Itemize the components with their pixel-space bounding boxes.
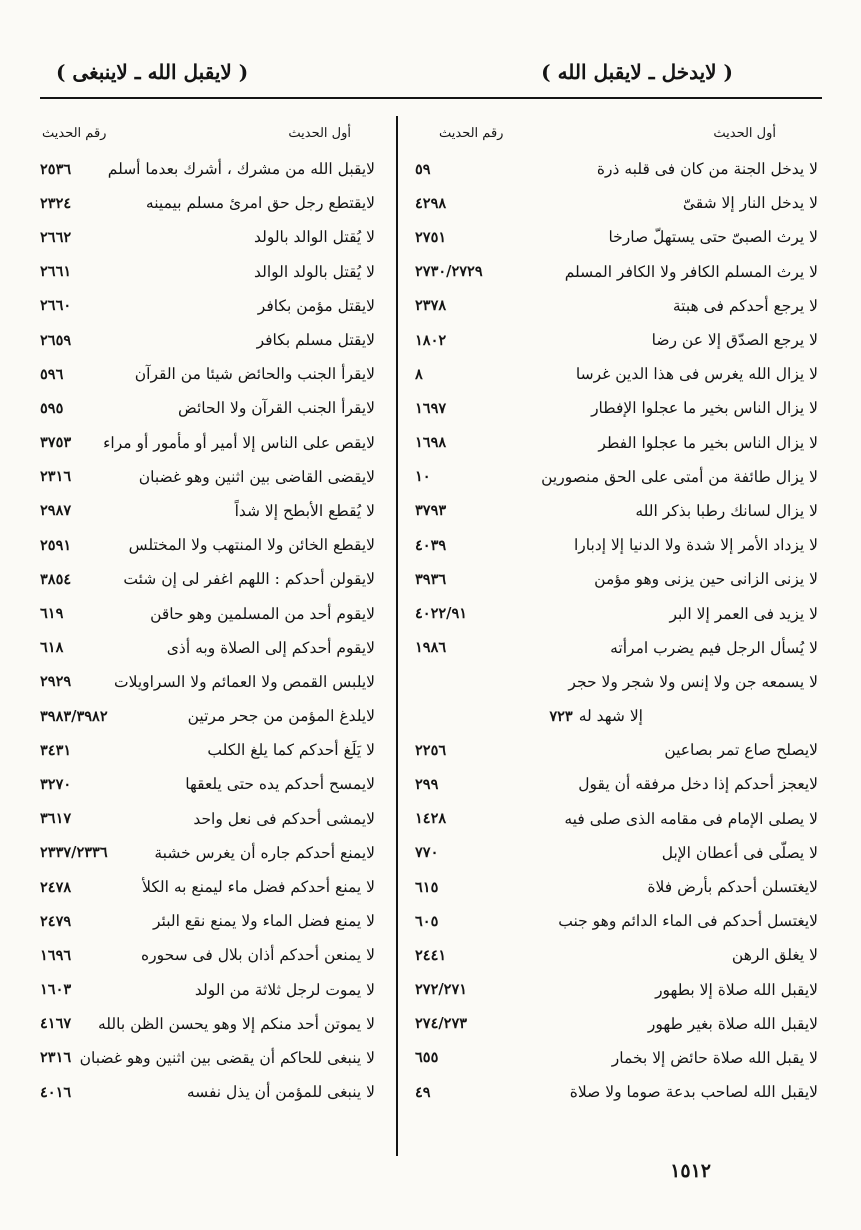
list-item [40,596,385,630]
list-item [40,665,385,699]
hadith-number: ٥٩٦ [40,365,64,383]
hadith-number: ٦١٨ [40,639,64,657]
left-column [40,118,385,1109]
hadith-number: ٥٩ [415,160,431,178]
hadith-text: لايقوم أحدكم إلى الصلاة وبه أذى [166,638,375,657]
hadith-text: لا ينبغى للحاكم أن يقضى بين اثنين وهو غضبان [79,1048,375,1067]
list-item [40,323,385,357]
hadith-text: لايقتطع رجل حق امرئ مسلم بيمينه [145,194,375,213]
hadith-text: لايقبل الله صلاة إلا بطهور [655,980,818,999]
list-item [40,255,385,289]
hadith-text: لا يرجع أحدكم فى هبتة [672,296,818,315]
right-column-rows [403,152,822,1109]
column-divider [396,116,398,1156]
list-item [40,1007,385,1041]
hadith-number: ٢٤٧٩ [40,912,72,930]
hadith-text: لايغتسل أحدكم فى الماء الدائم وهو جنب [558,912,818,931]
list-item [40,904,385,938]
hadith-number: ٢٤٧٨ [40,878,72,896]
list-item [403,220,822,254]
hadith-text: لا يَلَغ أحدكم كما يلغ الكلب [207,741,375,760]
hadith-number: ٤٠٢٢/٩١ [415,605,468,623]
hadith-number: ٦١٥ [415,878,439,896]
list-item [403,323,822,357]
hadith-text: لا يموتن أحد منكم إلا وهو يحسن الظن بالله [97,1014,375,1033]
list-item [40,220,385,254]
hadith-number: ٢٣٢٤ [40,194,72,212]
hadith-text: لايغتسلن أحدكم بأرض فلاة [647,878,818,897]
hadith-text: لايلدغ المؤمن من جحر مرتين [187,707,375,726]
hadith-text: لا يرث المسلم الكافر ولا الكافر المسلم [564,262,818,281]
hadith-number: ١٤٢٨ [415,810,447,828]
hadith-number: ١٨٠٢ [415,331,447,349]
hadith-text: لا يُقطع الأبطح إلا شداً [234,501,375,520]
hadith-number: ٣٧٥٣ [40,434,72,452]
hadith-number: ١٦٩٧ [415,399,447,417]
hadith-number: ٨ [415,365,423,383]
list-item [403,357,822,391]
list-item [40,836,385,870]
hadith-number: ٢٧٤/٢٧٣ [415,1015,468,1033]
hadith-text: لايقضى القاضى بين اثنين وهو غضبان [138,467,375,486]
hadith-text: لا يمنع فضل الماء ولا يمنع نقع البئر [153,912,375,931]
hadith-number: ٣٢٧٠ [40,775,72,793]
left-column-header [40,118,385,152]
list-item [403,152,822,186]
hadith-text: لا يزال لسانك رطبا بذكر الله [635,501,818,520]
hadith-number: ١٩٨٦ [415,639,447,657]
list-item [403,973,822,1007]
list-item [403,460,822,494]
hadith-number: ٥٩٥ [40,399,64,417]
right-column [403,118,822,1109]
hadith-text: لايمشى أحدكم فى نعل واحد [193,809,375,828]
hadith-text: لايصلح صاع تمر بصاعين [664,741,818,760]
list-item [403,1075,822,1109]
hadith-number: ٦٠٥ [415,912,439,930]
hadith-text: لا يدخل الجنة من كان فى قلبه ذرة [596,160,818,179]
list-item [403,596,822,630]
list-item [40,562,385,596]
hadith-text: لا يمنع أحدكم فضل ماء ليمنع به الكلأ [142,878,375,897]
hadith-number: ٢٧٣٠/٢٧٢٩ [415,263,483,281]
hadith-number: ٢٦٦٠ [40,297,72,315]
list-item [40,802,385,836]
hadith-number: ٢٧٥١ [415,228,447,246]
list-item [40,152,385,186]
running-header-left: ( لايقبل الله ـ لاينبغى ) [56,60,249,84]
list-item [403,1007,822,1041]
hadith-text: لا يُقتل الوالد بالولد [253,228,375,247]
hadith-text: لايقرأ الجنب والحائض شيئا من القرآن [134,365,375,384]
header-rule [40,97,822,99]
hadith-text: لا يُقتل بالولد الوالد [253,262,375,281]
list-item [40,631,385,665]
hadith-text: لا يصلى الإمام فى مقامه الذى صلى فيه [564,809,818,828]
list-item [40,528,385,562]
hadith-text: لا يصلّى فى أعطان الإبل [661,843,818,862]
list-item [403,1041,822,1075]
list-item [40,289,385,323]
list-item [403,938,822,972]
list-item [40,938,385,972]
hadith-text: لا يدخل النار إلا شقىّ [682,194,818,213]
hadith-number: ٤٢٩٨ [415,194,447,212]
hadith-number: ٢٩٢٩ [40,673,72,691]
column-heading-text: أول الحديث [288,126,351,141]
hadith-text: لايقص على الناس إلا أمير أو مأمور أو مراء [103,433,375,452]
hadith-text: لايقرأ الجنب القرآن ولا الحائض [178,399,375,418]
list-item [403,289,822,323]
hadith-text: لا يقبل الله صلاة حائض إلا بخمار [611,1048,818,1067]
hadith-text: لا يزداد الأمر إلا شدة ولا الدنيا إلا إدبارا [573,536,818,555]
hadith-text: لايقبل الله صلاة بغير طهور [647,1014,818,1033]
hadith-number: ٢٦٥٩ [40,331,72,349]
hadith-text: لا يزال الله يغرس فى هذا الدين غرسا [575,365,818,384]
list-item [40,460,385,494]
hadith-text: لا يرجع الصدّق إلا عن رضا [651,331,818,350]
list-item [403,186,822,220]
hadith-number: ٣٤٣١ [40,741,72,759]
hadith-text: لايقبل الله من مشرك ، أشرك بعدما أسلم [107,160,375,179]
hadith-text: لا يزال الناس بخير ما عجلوا الفطر [598,433,818,452]
hadith-number: ٢٣٧٨ [415,297,447,315]
list-item [403,562,822,596]
hadith-text: لا يزال طائفة من أمتى على الحق منصورين [541,467,818,486]
hadith-number: ١٦٩٨ [415,434,447,452]
list-item [40,357,385,391]
hadith-text: لايلبس القمص ولا العمائم ولا السراويلات [113,672,375,691]
hadith-number: ٣٩٣٦ [415,570,447,588]
column-heading-text: أول الحديث [713,126,776,141]
list-item [403,391,822,425]
list-item [403,665,822,699]
hadith-number: ٢٥٩١ [40,536,72,554]
list-item [40,767,385,801]
hadith-number: ١٠ [415,468,431,486]
list-item [403,494,822,528]
hadith-number: ٣٦١٧ [40,810,72,828]
hadith-text: لايقوم أحد من المسلمين وهو حاقن [150,604,375,623]
hadith-number: ٧٧٠ [415,844,439,862]
hadith-number: ٢٦٦١ [40,263,72,281]
hadith-number: ٤٠١٦ [40,1083,72,1101]
hadith-text: لا يزال الناس بخير ما عجلوا الإفطار [591,399,818,418]
column-heading-number: رقم الحديث [439,126,504,141]
hadith-number: ٦٥٥ [415,1049,439,1067]
list-item [40,1041,385,1075]
hadith-text: لايقطع الخائن ولا المنتهب ولا المختلس [128,536,375,555]
hadith-text: لايمسح أحدكم يده حتى يلعقها [185,775,375,794]
list-item [403,836,822,870]
hadith-number: ٣٧٩٣ [415,502,447,520]
hadith-number: ٣٩٨٣/٣٩٨٢ [40,707,108,725]
hadith-number: ٢٣٣٧/٢٣٣٦ [40,844,108,862]
running-header-right: ( لايدخل ـ لايقبل الله ) [541,60,733,84]
list-item [40,186,385,220]
hadith-text: لا يموت لرجل ثلاثة من الولد [194,980,375,999]
hadith-text: لايقتل مسلم بكافر [256,331,375,350]
hadith-number: ٤٠٣٩ [415,536,447,554]
hadith-text: لايقبل الله لصاحب بدعة صوما ولا صلاة [569,1083,818,1102]
list-item [403,699,822,733]
list-item [403,767,822,801]
list-item [403,528,822,562]
left-column-rows [40,152,385,1109]
hadith-number: ٢٩٩ [415,775,439,793]
list-item [40,494,385,528]
hadith-number: ٤٩ [415,1083,431,1101]
hadith-number: ٧٢٣ [549,707,573,725]
hadith-number: ٢٩٨٧ [40,502,72,520]
hadith-number: ٢٥٣٦ [40,160,72,178]
list-item [40,699,385,733]
hadith-text: لا يمنعن أحدكم أذان بلال فى سحوره [140,946,375,965]
list-item [40,391,385,425]
hadith-text: لا يسمعه جن ولا إنس ولا شجر ولا حجر [568,672,818,691]
list-item [403,733,822,767]
hadith-number: ١٦٠٣ [40,981,72,999]
hadith-number: ٢٣١٦ [40,1049,72,1067]
page-number: ١٥١٢ [670,1160,711,1182]
hadith-number: ٢٢٥٦ [415,741,447,759]
list-item [40,733,385,767]
hadith-number: ٢٣١٦ [40,468,72,486]
right-column-header [403,118,822,152]
hadith-number: ٢٧٢/٢٧١ [415,981,468,999]
column-heading-number: رقم الحديث [42,126,107,141]
hadith-number: ٢٤٤١ [415,946,447,964]
hadith-text: لايمنع أحدكم جاره أن يغرس خشبة [154,843,375,862]
list-item [403,426,822,460]
list-item [403,904,822,938]
list-item [403,631,822,665]
hadith-number: ٢٦٦٢ [40,228,72,246]
hadith-number: ٦١٩ [40,605,64,623]
list-item [40,870,385,904]
hadith-text: لايعجز أحدكم إذا دخل مرفقه أن يقول [578,775,818,794]
list-item [403,802,822,836]
hadith-text: لا يُسأل الرجل فيم يضرب امرأته [610,638,818,657]
hadith-text: لايقتل مؤمن بكافر [257,296,375,315]
list-item [40,426,385,460]
list-item [403,870,822,904]
hadith-text: لا يزنى الزانى حين يزنى وهو مؤمن [594,570,818,589]
hadith-text: لايقولن أحدكم : اللهم اغفر لى إن شئت [123,570,375,589]
list-item [40,973,385,1007]
hadith-text: لا يرث الصبىّ حتى يستهلّ صارخا [608,228,818,247]
list-item [40,1075,385,1109]
hadith-number: ١٦٩٦ [40,946,72,964]
hadith-text: لا يغلق الرهن [731,946,818,965]
list-item [403,255,822,289]
hadith-text: إلا شهد له [578,707,643,726]
hadith-number: ٤١٦٧ [40,1015,72,1033]
hadith-text: لا ينبغى للمؤمن أن يذل نفسه [186,1083,375,1102]
hadith-number: ٣٨٥٤ [40,570,72,588]
hadith-text: لا يزيد فى العمر إلا البر [669,604,818,623]
